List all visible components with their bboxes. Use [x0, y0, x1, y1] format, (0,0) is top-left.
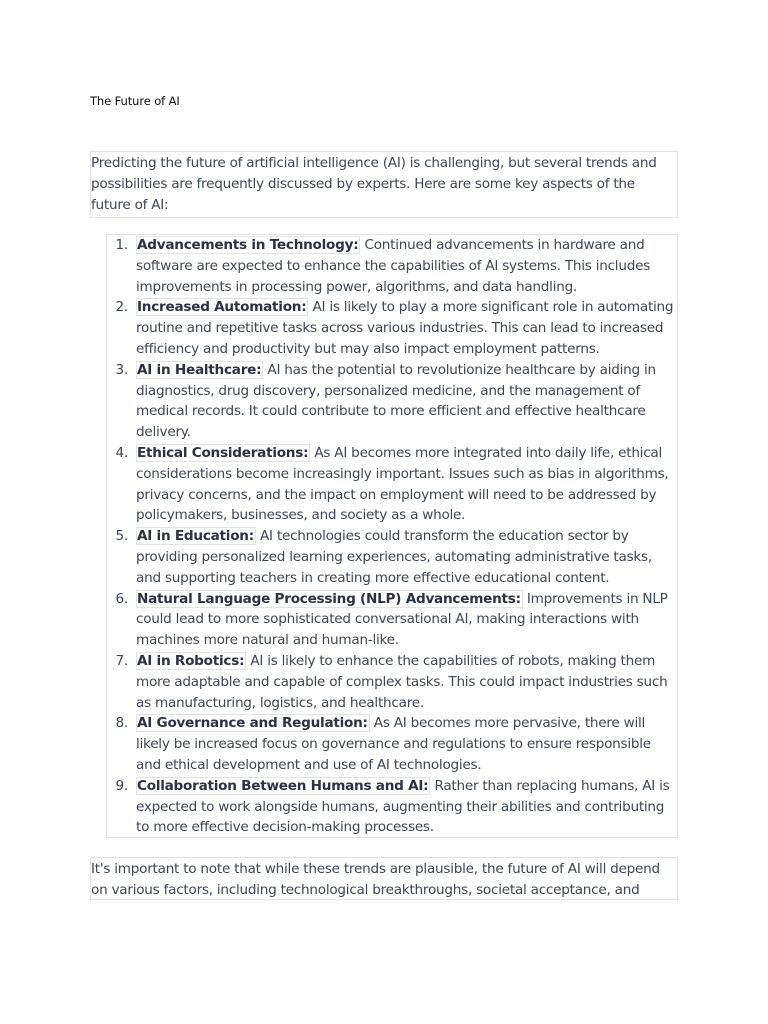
- list-item: [107, 235, 677, 297]
- list-item-number: 2.: [115, 299, 128, 316]
- list-item: [107, 713, 677, 775]
- list-item: [107, 526, 677, 588]
- list-item: [107, 776, 677, 838]
- list-item-number: 3.: [115, 361, 128, 378]
- list-item-number: 8.: [115, 715, 128, 732]
- list-item-number: 1.: [115, 237, 128, 253]
- trends-list: [107, 235, 677, 838]
- list-item-number: 5.: [115, 528, 128, 545]
- list-item-title: AI Governance and Regulation:: [137, 715, 368, 732]
- list-item-text: As AI becomes more integrated into daily life, ethical considerations become increasingly important. Issues such as bias in algorithms, privacy concerns, and the impact on employment will need to be addressed by policymakers, businesses, and society as a whole.: [136, 444, 669, 524]
- list-item-text: AI technologies could transform the education sector by providing personalized learning experiences, automating administrative tasks, and supporting teachers in creating more effective educational content.: [136, 528, 652, 586]
- closing-paragraph: It's important to note that while these trends are plausible, the future of AI will depend on various factors, including technological breakthroughs, societal acceptance, and: [90, 857, 678, 900]
- list-item: [107, 360, 677, 443]
- list-item-title: Collaboration Between Humans and AI:: [137, 777, 429, 794]
- list-item-title: Advancements in Technology:: [137, 237, 359, 253]
- list-item-text: AI has the potential to revolutionize healthcare by aiding in diagnostics, drug discovery, personalized medicine, and the management of medical records. It could contribute to more efficient and effective healthcare delivery.: [136, 361, 656, 441]
- list-item-title: AI in Healthcare:: [137, 361, 262, 378]
- list-item: [107, 443, 677, 526]
- intro-paragraph: Predicting the future of artificial intelligence (AI) is challenging, but several trends and possibilities are frequently discussed by experts. Here are some key aspects of the future of AI:: [90, 151, 678, 218]
- list-item-number: 6.: [115, 590, 128, 607]
- list-item-title: Natural Language Processing (NLP) Advancements:: [137, 590, 521, 607]
- list-item-number: 4.: [115, 444, 128, 461]
- list-item: [107, 589, 677, 651]
- list-item-title: Ethical Considerations:: [137, 444, 309, 461]
- list-item-text: AI is likely to play a more significant role in automating routine and repetitive tasks across various industries. This can lead to increased efficiency and productivity but may also impact employment patterns.: [136, 299, 674, 357]
- list-item-title: Increased Automation:: [137, 299, 307, 316]
- document-title: The Future of AI: [90, 94, 180, 108]
- list-item-number: 9.: [115, 777, 128, 794]
- list-item-text: Continued advancements in hardware and software are expected to enhance the capabilities of AI systems. This includes improvements in processing power, algorithms, and data handling.: [136, 237, 651, 295]
- list-item-title: AI in Education:: [137, 528, 254, 545]
- list-item-text: Rather than replacing humans, AI is expected to work alongside humans, augmenting their abilities and contributing to more effective decision-making processes.: [136, 777, 670, 836]
- list-item: [107, 651, 677, 713]
- trends-list-box: [106, 234, 678, 838]
- list-item-title: AI in Robotics:: [137, 652, 245, 669]
- list-item-text: AI is likely to enhance the capabilities of robots, making them more adaptable and capable of complex tasks. This could impact industries such as manufacturing, logistics, and healthcare.: [136, 652, 668, 711]
- list-item-number: 7.: [115, 652, 128, 669]
- list-item-text: As AI becomes more pervasive, there will likely be increased focus on governance and regulations to ensure responsible and ethical development and use of AI technologies.: [136, 715, 651, 773]
- list-item-text: Improvements in NLP could lead to more sophisticated conversational AI, making interactions with machines more natural and human-like.: [136, 590, 668, 649]
- list-item: [107, 297, 677, 359]
